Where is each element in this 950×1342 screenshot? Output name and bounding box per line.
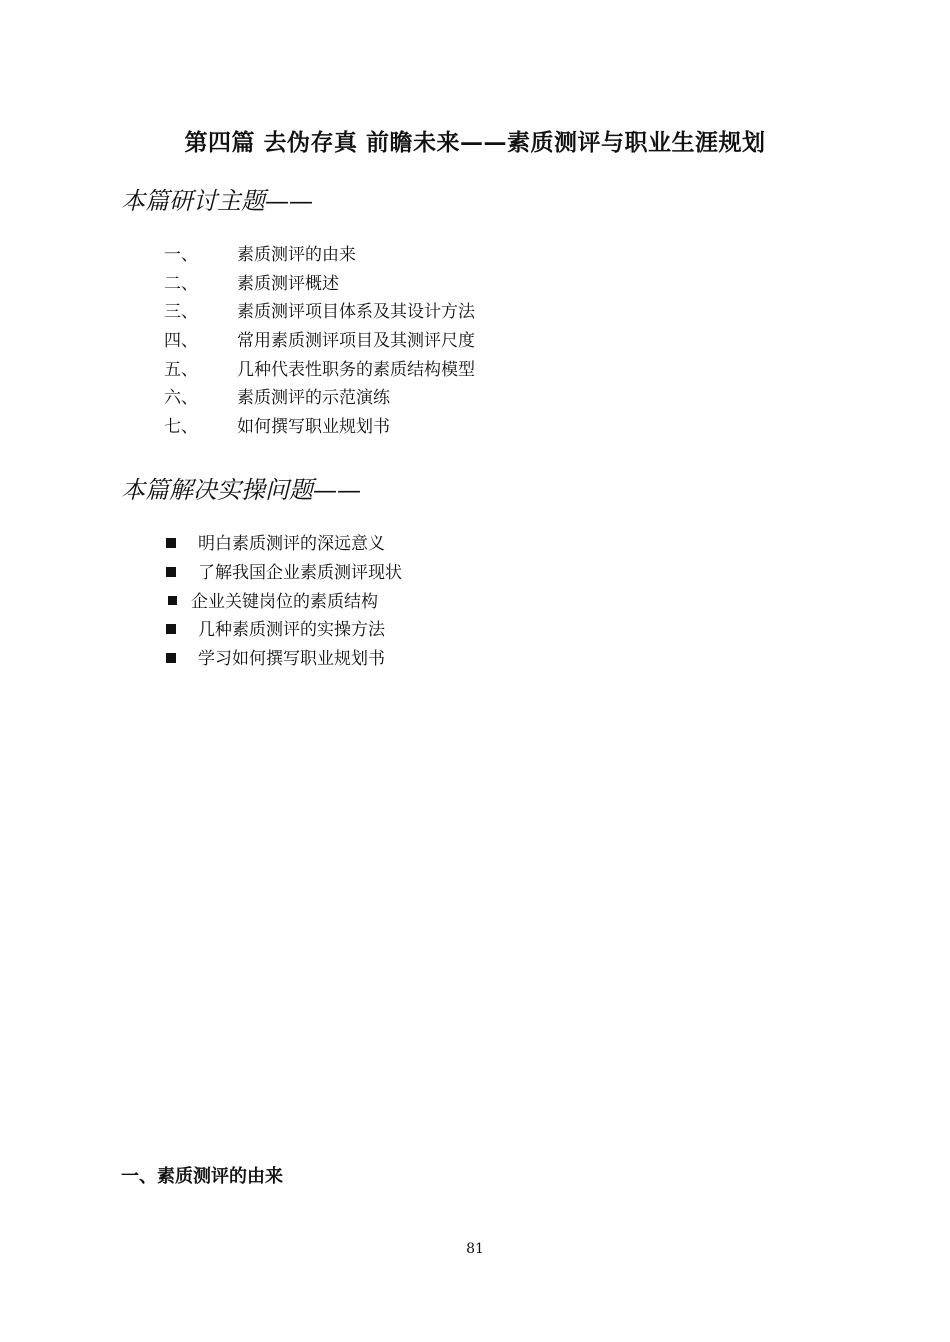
square-bullet-icon — [166, 567, 176, 577]
square-bullet-icon — [168, 596, 177, 605]
chapter-heading: 一、素质测评的由来 — [121, 1166, 283, 1187]
square-bullet-icon — [166, 653, 176, 663]
list-item — [166, 530, 402, 559]
list-item — [164, 358, 475, 387]
problem-list — [166, 530, 402, 673]
topics-heading: 本篇研讨主题—— — [121, 187, 313, 215]
problems-heading: 本篇解决实操问题—— — [121, 476, 361, 504]
list-item — [166, 616, 402, 645]
topic-number: 三、 — [164, 302, 198, 323]
topic-text: 常用素质测评项目及其测评尺度 — [237, 331, 475, 352]
list-item — [164, 243, 475, 272]
problem-text: 明白素质测评的深远意义 — [198, 534, 385, 555]
topic-text: 如何撰写职业规划书 — [237, 417, 390, 438]
topic-text: 几种代表性职务的素质结构模型 — [237, 359, 475, 380]
list-item — [164, 386, 475, 415]
topic-number: 一、 — [164, 245, 198, 265]
list-item — [164, 300, 475, 329]
topic-list — [164, 243, 475, 444]
page-title: 第四篇 去伪存真 前瞻未来——素质测评与职业生涯规划 — [184, 129, 766, 156]
square-bullet-icon — [166, 624, 176, 634]
list-item — [164, 272, 475, 301]
topic-number: 五、 — [164, 359, 198, 380]
topic-text: 素质测评的示范演练 — [237, 388, 390, 409]
topic-number: 七、 — [164, 417, 198, 438]
square-bullet-icon — [166, 538, 176, 548]
topic-number: 六、 — [164, 388, 198, 409]
list-item — [166, 587, 402, 616]
problem-text: 几种素质测评的实操方法 — [198, 620, 385, 641]
topic-number: 四、 — [164, 331, 198, 352]
list-item — [166, 645, 402, 674]
list-item — [164, 329, 475, 358]
list-item — [164, 415, 475, 444]
problem-text: 企业关键岗位的素质结构 — [191, 591, 378, 612]
topic-text: 素质测评项目体系及其设计方法 — [237, 302, 475, 323]
topic-text: 素质测评的由来 — [237, 245, 356, 265]
problem-text: 学习如何撰写职业规划书 — [198, 649, 385, 670]
list-item — [166, 559, 402, 588]
problem-text: 了解我国企业素质测评现状 — [198, 563, 402, 584]
topic-number: 二、 — [164, 273, 198, 294]
page-number: 81 — [466, 1241, 484, 1257]
topic-text: 素质测评概述 — [237, 273, 339, 294]
